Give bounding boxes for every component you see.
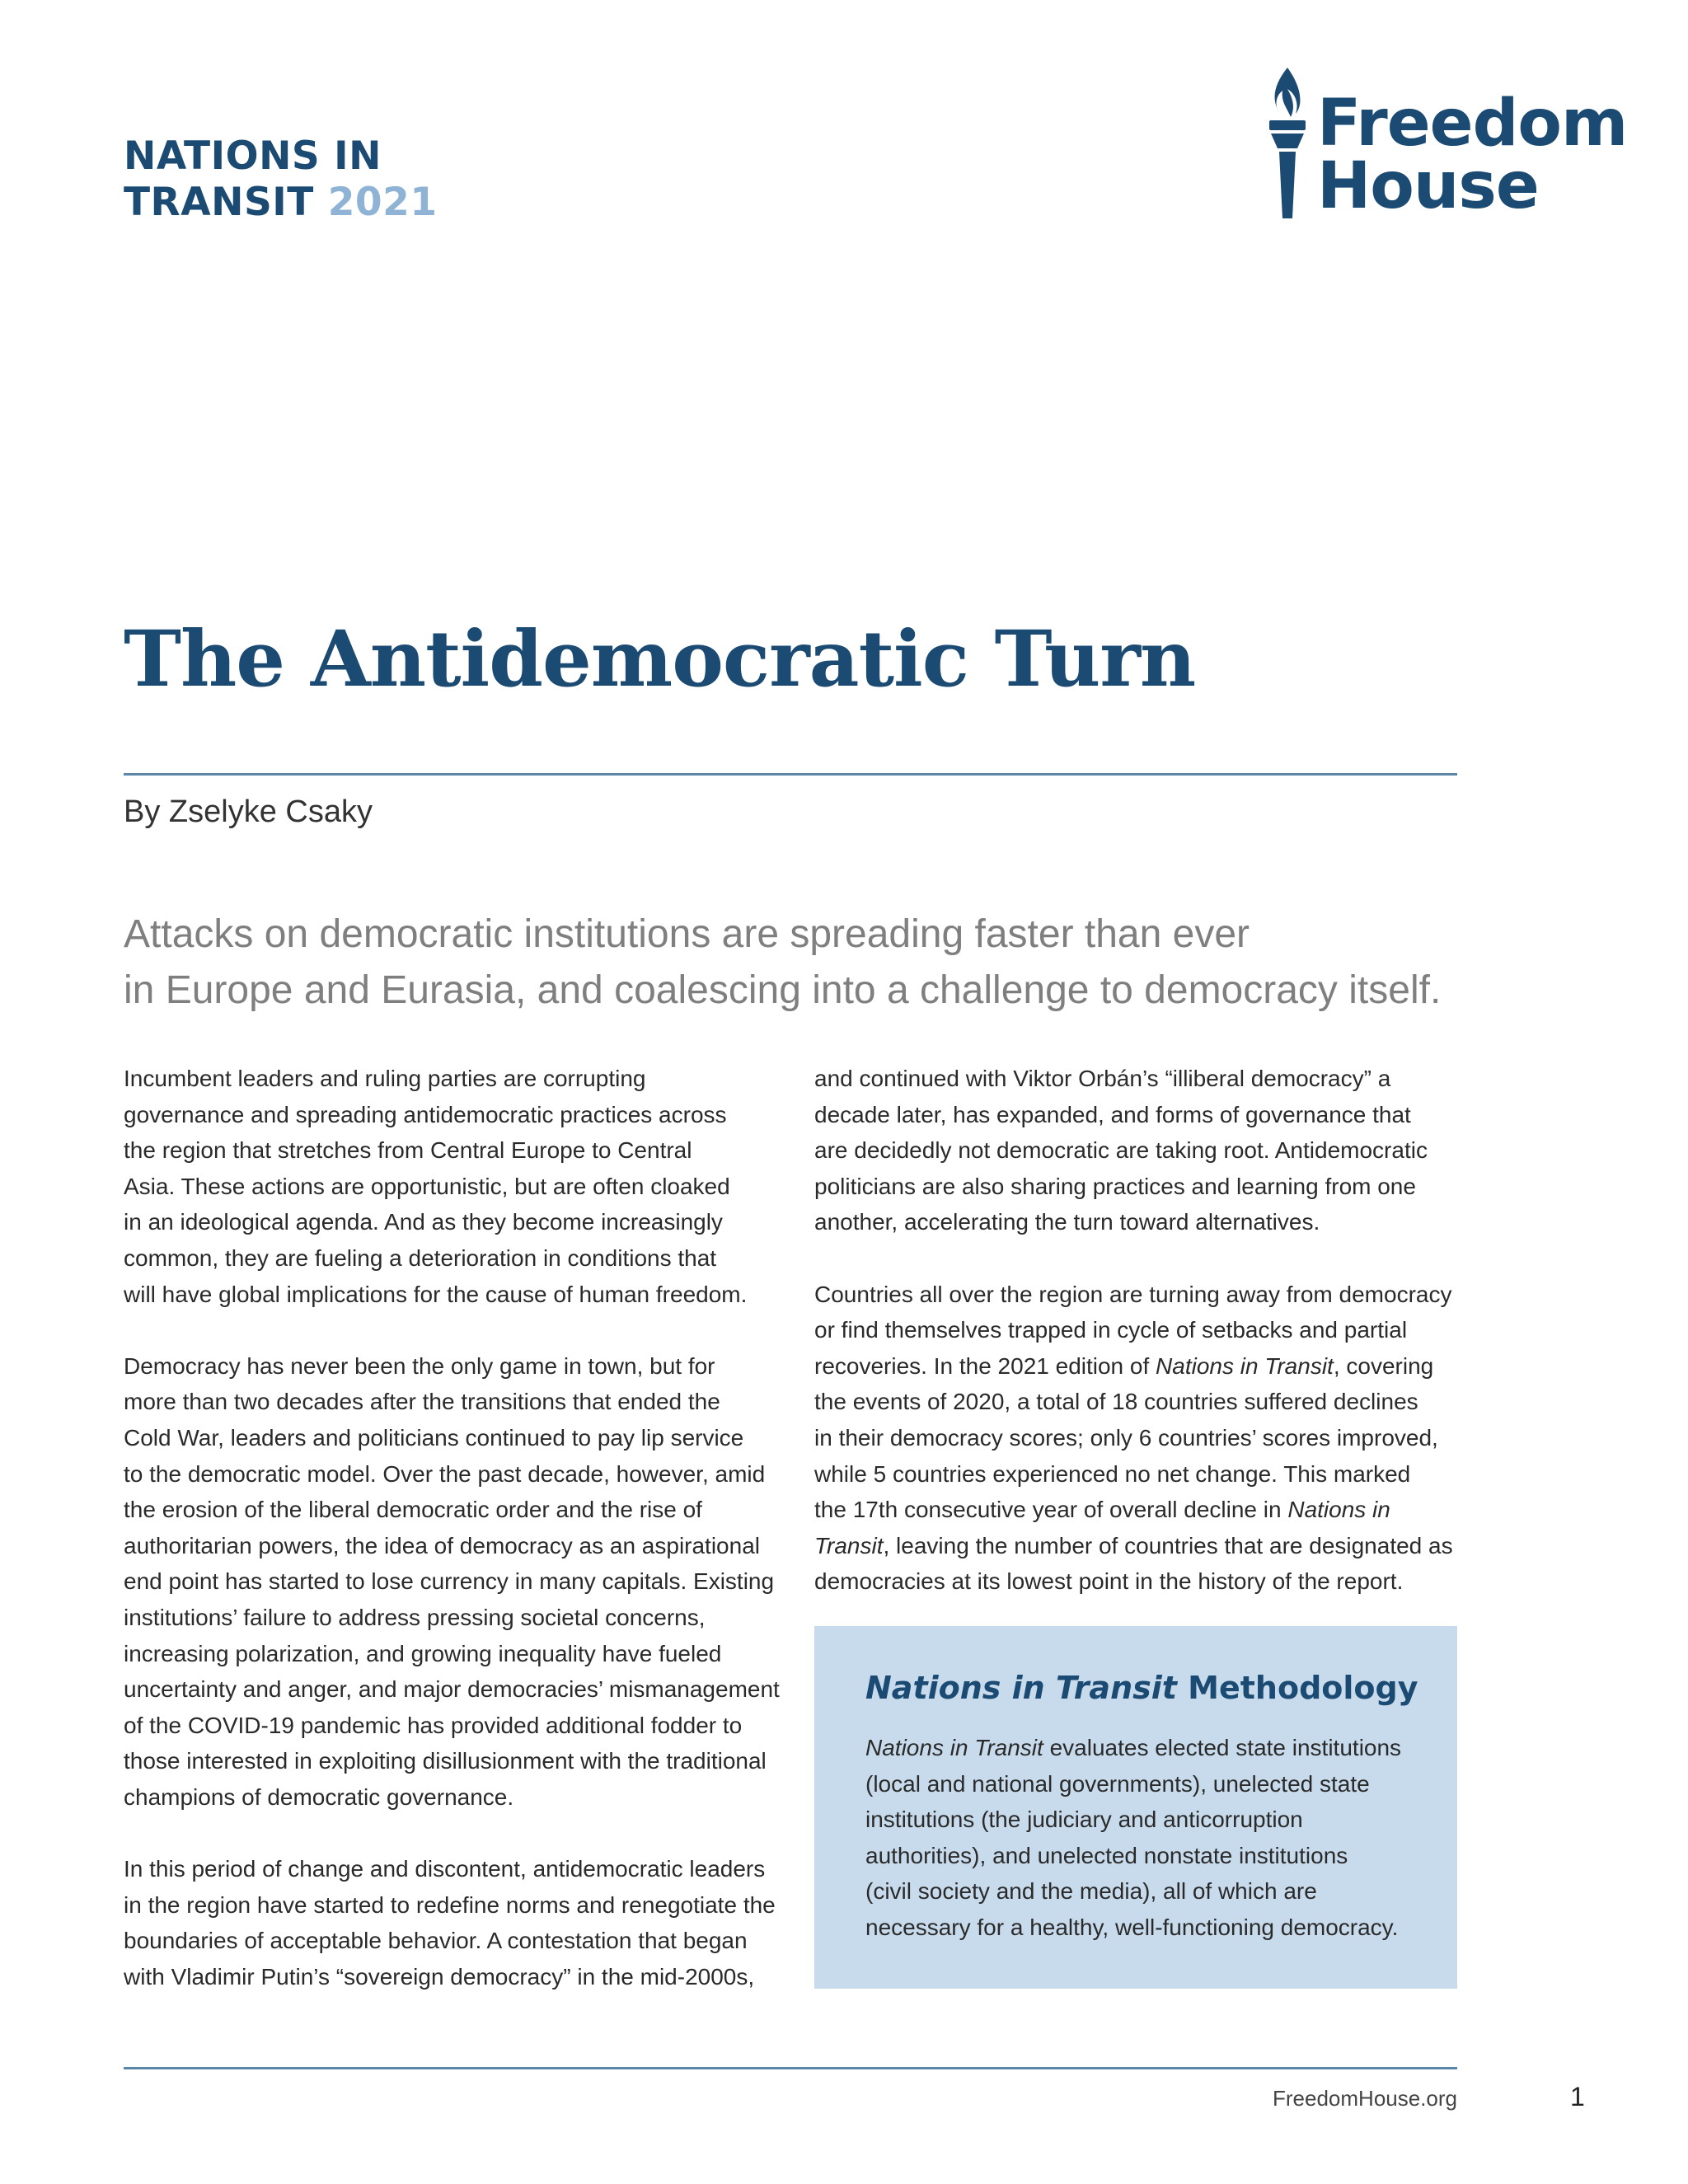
- methodology-callout: [814, 1626, 1457, 1989]
- text-line: those interested in exploiting disillusionment with the traditional: [124, 1748, 767, 1774]
- callout-heading-rest: Methodology: [1176, 1670, 1418, 1706]
- torch-icon: [1263, 66, 1309, 218]
- logo-line1: Freedom: [1317, 87, 1628, 161]
- text-line: (local and national governments), unelected state: [865, 1770, 1370, 1797]
- text-line: governance and spreading antidemocratic practices across: [124, 1101, 727, 1127]
- text-line: Democracy has never been the only game in town, but for: [124, 1352, 715, 1379]
- callout-body: [865, 1730, 1442, 1946]
- text-line: the region that stretches from Central Europe to Central: [124, 1137, 692, 1164]
- text-line: necessary for a healthy, well-functioning democracy.: [865, 1914, 1399, 1940]
- text-run: recoveries. In the 2021 edition of: [814, 1352, 1156, 1379]
- text-line: champions of democratic governance.: [124, 1783, 514, 1810]
- text-line: end point has started to lose currency in many capitals. Existing: [124, 1568, 775, 1595]
- publication-title: Nations in Transit: [1156, 1352, 1334, 1379]
- series-year: 2021: [327, 180, 438, 225]
- text-line: Cold War, leaders and politicians continued to pay lip service: [124, 1424, 744, 1451]
- text-line: [865, 1730, 1442, 1766]
- text-line: Asia. These actions are opportunistic, but are often cloaked: [124, 1173, 730, 1199]
- text-line: [814, 1528, 1474, 1564]
- dek-line1: Attacks on democratic institutions are spreading faster than ever: [124, 912, 1250, 956]
- text-line: Incumbent leaders and ruling parties are corrupting: [124, 1066, 646, 1091]
- text-line: common, they are fueling a deterioration in conditions that: [124, 1244, 717, 1271]
- logo-wordmark: [1317, 87, 1628, 223]
- text-line: authorities), and unelected nonstate institutions: [865, 1842, 1348, 1868]
- publication-title: Nations in Transit: [865, 1735, 1043, 1760]
- text-line: uncertainty and anger, and major democracies’ mismanagement: [124, 1676, 780, 1703]
- text-line: and continued with Viktor Orbán’s “illiberal democracy” a: [814, 1066, 1391, 1091]
- byline: By Zselyke Csaky: [124, 794, 373, 829]
- footer-divider: [124, 2067, 1457, 2069]
- text-line: while 5 countries experienced no net change. This marked: [814, 1460, 1411, 1487]
- text-run: evaluates elected state institutions: [1043, 1735, 1402, 1760]
- text-line: institutions (the judiciary and anticorruption: [865, 1807, 1303, 1833]
- paragraph: [124, 1348, 783, 1816]
- text-line: decade later, has expanded, and forms of governance that: [814, 1101, 1411, 1127]
- text-run: , leaving the number of countries that are designated as: [883, 1532, 1453, 1558]
- text-line: [814, 1492, 1474, 1528]
- body-column-left: [124, 1061, 783, 1994]
- callout-heading-italic: Nations in Transit: [865, 1670, 1177, 1706]
- article-dek: [124, 907, 1484, 1019]
- title-divider: [124, 773, 1457, 776]
- callout-heading: [865, 1667, 1418, 1708]
- footer-url: FreedomHouse.org: [1273, 2086, 1457, 2111]
- text-line: will have global implications for the cause of human freedom.: [124, 1281, 748, 1307]
- series-label-line1: NATIONS IN: [124, 134, 382, 179]
- text-line: to the democratic model. Over the past decade, however, amid: [124, 1460, 766, 1487]
- text-line: in their democracy scores; only 6 countries’ scores improved,: [814, 1424, 1438, 1451]
- text-line: (civil society and the media), all of which are: [865, 1878, 1317, 1905]
- paragraph: [814, 1277, 1474, 1600]
- text-line: the events of 2020, a total of 18 countries suffered declines: [814, 1389, 1418, 1415]
- series-label-line2: TRANSIT: [124, 180, 314, 225]
- text-line: increasing polarization, and growing inequality have fueled: [124, 1640, 722, 1666]
- series-label-line2-wrap: [124, 180, 438, 226]
- text-line: or find themselves trapped in cycle of setbacks and partial: [814, 1317, 1408, 1343]
- article-title: The Antidemocratic Turn: [124, 614, 1196, 705]
- paragraph: [124, 1061, 783, 1312]
- text-line: Countries all over the region are turning away from democracy: [814, 1281, 1452, 1307]
- freedom-house-logo: [1253, 66, 1628, 223]
- paragraph: [814, 1061, 1474, 1240]
- text-line: the erosion of the liberal democratic order and the rise of: [124, 1497, 702, 1523]
- text-line: in an ideological agenda. And as they become increasingly: [124, 1209, 723, 1235]
- series-label: [124, 134, 438, 226]
- publication-title: Nations in: [1287, 1497, 1390, 1523]
- page-number: 1: [1570, 2082, 1585, 2111]
- paragraph: [124, 1851, 783, 1994]
- text-line: [814, 1348, 1474, 1385]
- dek-line2: in Europe and Eurasia, and coalescing into a challenge to democracy itself.: [124, 968, 1442, 1012]
- text-line: in the region have started to redefine norms and renegotiate the: [124, 1891, 776, 1918]
- body-column-right: [814, 1061, 1474, 1600]
- logo-line2: House: [1317, 149, 1539, 223]
- text-line: more than two decades after the transitions that ended the: [124, 1389, 720, 1415]
- text-run: , covering: [1333, 1352, 1434, 1379]
- publication-title: Transit: [814, 1532, 884, 1558]
- text-line: boundaries of acceptable behavior. A contestation that began: [124, 1928, 748, 1954]
- text-run: the 17th consecutive year of overall decline in: [814, 1497, 1288, 1523]
- text-line: In this period of change and discontent, antidemocratic leaders: [124, 1856, 766, 1882]
- text-line: institutions’ failure to address pressing societal concerns,: [124, 1604, 706, 1630]
- text-line: are decidedly not democratic are taking root. Antidemocratic: [814, 1137, 1428, 1164]
- text-line: democracies at its lowest point in the history of the report.: [814, 1568, 1404, 1595]
- text-line: politicians are also sharing practices and learning from one: [814, 1173, 1416, 1199]
- text-line: of the COVID-19 pandemic has provided additional fodder to: [124, 1712, 743, 1738]
- text-line: another, accelerating the turn toward alternatives.: [814, 1209, 1320, 1235]
- text-line: with Vladimir Putin’s “sovereign democracy” in the mid-2000s,: [124, 1963, 755, 1990]
- text-line: authoritarian powers, the idea of democracy as an aspirational: [124, 1532, 760, 1558]
